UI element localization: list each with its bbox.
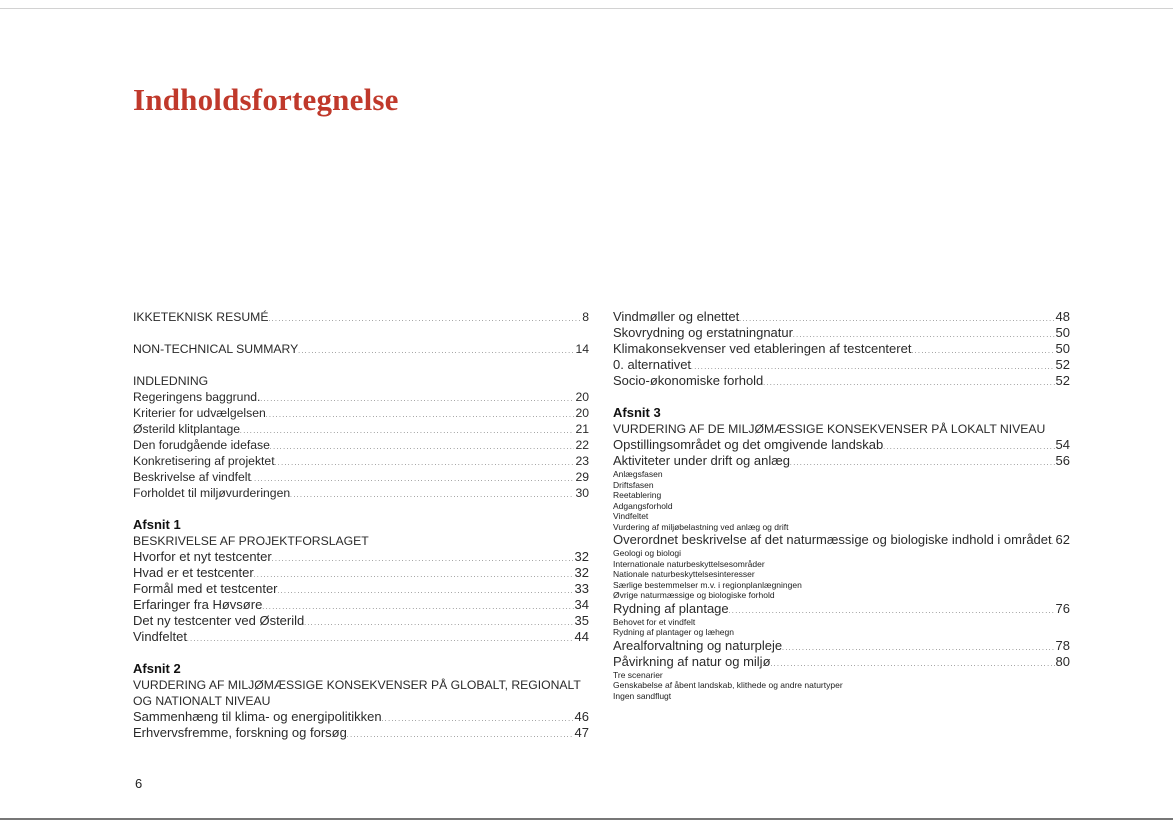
toc-entry[interactable]: [613, 601, 1070, 617]
toc-entry-page: 23: [575, 454, 589, 468]
section-afsnit3-heading: Afsnit 3: [613, 405, 661, 420]
toc-entry-title: Rydning af plantage: [613, 600, 729, 616]
toc-subentry: Særlige bestemmelser m.v. i regionplanlægningen: [613, 579, 802, 590]
toc-subentry: Adgangsforhold: [613, 500, 673, 511]
toc-entry-title: Aktiviteter under drift og anlæg: [613, 453, 791, 468]
toc-entry[interactable]: [133, 581, 589, 597]
section-afsnit2-heading: Afsnit 2: [133, 661, 181, 676]
toc-entry[interactable]: [133, 725, 589, 741]
toc-entry-page: 52: [1055, 357, 1070, 372]
toc-entry-page: 50: [1055, 325, 1070, 340]
toc-entry-page: 46: [574, 709, 589, 724]
toc-entry[interactable]: [133, 453, 589, 469]
toc-entry-title: Overordnet beskrivelse af det naturmæssige og biologiske indhold i området: [613, 532, 1052, 547]
toc-entry-page: 20: [575, 390, 589, 404]
section-afsnit1-heading: Afsnit 1: [133, 517, 181, 532]
toc-entry-page: 20: [575, 406, 589, 420]
toc-entry-title: NON-TECHNICAL SUMMARY: [133, 342, 299, 356]
toc-entry-page: 44: [574, 629, 589, 644]
section-afsnit2-subheading-line2: OG NATIONALT NIVEAU: [133, 694, 271, 708]
toc-entry-title: Kriterier for udvælgelsen: [133, 406, 266, 420]
toc-entry-page: 8: [582, 310, 589, 324]
toc-entry-title: Erhvervsfremme, forskning og forsøg: [133, 725, 347, 740]
toc-entry-title: Erfaringer fra Høvsøre: [133, 597, 263, 612]
toc-entry-title: 0. alternativet: [613, 357, 692, 372]
toc-entry-title: Hvad er et testcenter: [133, 565, 254, 580]
toc-subentry: Genskabelse af åbent landskab, klithede og andre naturtyper: [613, 680, 843, 690]
toc-subentry: Nationale naturbeskyttelsesinteresser: [613, 569, 755, 579]
toc-entry[interactable]: [613, 341, 1070, 357]
toc-entry-title: Arealforvaltning og naturpleje: [613, 637, 783, 653]
toc-right-column: [613, 309, 1070, 701]
toc-entry-page: 52: [1055, 373, 1070, 388]
toc-entry-title: Det ny testcenter ved Østerild: [133, 613, 305, 628]
toc-entry[interactable]: [133, 709, 589, 725]
toc-subentry: Internationale naturbeskyttelsesområder: [613, 558, 765, 569]
toc-entry[interactable]: [133, 629, 589, 645]
toc-entry[interactable]: [613, 373, 1070, 389]
toc-entry[interactable]: [133, 309, 589, 325]
toc-entry-title: Vindmøller og elnettet: [613, 309, 740, 324]
toc-entry-page: 48: [1055, 309, 1070, 324]
toc-entry[interactable]: [613, 309, 1070, 325]
toc-entry-page: 80: [1055, 653, 1070, 669]
toc-entry-title: IKKETEKNISK RESUMÉ: [133, 310, 269, 324]
toc-entry-title: Den forudgående idefase: [133, 438, 270, 452]
toc-entry[interactable]: [133, 597, 589, 613]
toc-entry-title: Sammenhæng til klima- og energipolitikken: [133, 709, 382, 724]
section-indledning-heading: INDLEDNING: [133, 374, 209, 388]
toc-entry-title: Konkretisering af projektet: [133, 454, 275, 468]
toc-entry[interactable]: [133, 565, 589, 581]
dot-leader: [268, 309, 581, 328]
section-afsnit2-subheading-line1: VURDERING AF MILJØMÆSSIGE KONSEKVENSER PÅ GLOBALT, REGIONALT: [133, 678, 581, 692]
scan-edge-top: [0, 8, 1173, 9]
dot-leader: [763, 373, 1054, 392]
toc-entry[interactable]: [613, 638, 1070, 654]
toc-entry-title: Forholdet til miljøvurderingen: [133, 486, 291, 500]
toc-entry-title: Klimakonsekvenser ved etableringen af testcenteret: [613, 341, 912, 356]
toc-entry-title: Opstillingsområdet og det omgivende landskab: [613, 437, 884, 452]
toc-entry-title: Østerild klitplantage: [133, 422, 241, 436]
toc-entry-page: 32: [574, 549, 589, 564]
toc-subentry: Øvrige naturmæssige og biologiske forhold: [613, 590, 775, 600]
scan-edge-bottom: [0, 818, 1173, 820]
toc-entry-page: 76: [1055, 600, 1070, 616]
toc-subentry: Tre scenarier: [613, 669, 663, 680]
dot-leader: [729, 601, 1055, 620]
toc-entry-title: Vindfeltet: [133, 629, 187, 644]
toc-subentry: Vurdering af miljøbelastning ved anlæg og drift: [613, 521, 789, 532]
toc-entry[interactable]: [133, 341, 589, 357]
toc-entry-title: Formål med et testcenter: [133, 581, 278, 596]
toc-entry-title: Beskrivelse af vindfelt: [133, 470, 251, 484]
toc-entry[interactable]: [133, 421, 589, 437]
toc-entry-page: 30: [575, 486, 589, 500]
toc-entry[interactable]: [133, 485, 589, 501]
toc-subentry: Anlægsfasen: [613, 469, 663, 479]
toc-entry[interactable]: [133, 389, 589, 405]
toc-entry-page: 29: [575, 470, 589, 484]
toc-entry-page: 56: [1055, 453, 1070, 468]
dot-leader: [790, 453, 1054, 472]
toc-entry[interactable]: [613, 437, 1070, 453]
toc-entry-page: 35: [574, 613, 589, 628]
toc-entry-page: 14: [575, 342, 589, 356]
page-title: Indholdsfortegnelse: [133, 82, 399, 117]
toc-entry[interactable]: [133, 469, 589, 485]
dot-leader: [771, 654, 1055, 673]
section-afsnit1-subheading: BESKRIVELSE AF PROJEKTFORSLAGET: [133, 534, 369, 548]
toc-entry[interactable]: [133, 613, 589, 629]
section-afsnit3-subheading: VURDERING AF DE MILJØMÆSSIGE KONSEKVENSER PÅ LOKALT NIVEAU: [613, 422, 1046, 436]
toc-entry[interactable]: [613, 532, 1070, 548]
toc-subentry: Driftsfasen: [613, 479, 654, 490]
toc-entry-page: 50: [1055, 341, 1070, 356]
toc-subentry: Behovet for et vindfelt: [613, 616, 696, 627]
page-number: 6: [135, 776, 143, 791]
toc-entry-title: Hvorfor et nyt testcenter: [133, 549, 272, 564]
toc-entry[interactable]: [613, 357, 1070, 373]
toc-entry[interactable]: [613, 453, 1070, 469]
toc-entry-page: 33: [574, 581, 589, 596]
dot-leader: [290, 485, 574, 504]
toc-entry-title: Socio-økonomiske forhold: [613, 373, 764, 388]
dot-leader: [298, 341, 574, 360]
toc-entry-page: 54: [1055, 437, 1070, 452]
toc-entry-page: 47: [574, 725, 589, 740]
toc-entry-title: Regeringens baggrund.: [133, 390, 261, 404]
toc-entry[interactable]: [133, 549, 589, 565]
toc-entry-title: Påvirkning af natur og miljø: [613, 653, 771, 669]
toc-subentry: Reetablering: [613, 490, 662, 500]
toc-entry-page: 21: [575, 422, 589, 436]
toc-left-column: [133, 309, 589, 741]
toc-entry[interactable]: [133, 405, 589, 421]
toc-subentry: Rydning af plantager og læhegn: [613, 627, 734, 637]
toc-entry-page: 22: [575, 438, 589, 452]
toc-entry[interactable]: [613, 654, 1070, 670]
toc-subentry: Geologi og biologi: [613, 548, 682, 558]
toc-entry-page: 62: [1055, 532, 1070, 547]
dot-leader: [347, 725, 574, 744]
toc-entry-page: 32: [574, 565, 589, 580]
toc-subentry: Vindfeltet: [613, 511, 649, 521]
toc-entry-page: 34: [574, 597, 589, 612]
toc-entry-title: Skovrydning og erstatningnatur: [613, 325, 793, 340]
toc-subentry: Ingen sandflugt: [613, 690, 672, 701]
toc-entry[interactable]: [613, 325, 1070, 341]
toc-entry-page: 78: [1055, 637, 1070, 653]
toc-entry[interactable]: [133, 437, 589, 453]
dot-leader: [187, 629, 574, 648]
